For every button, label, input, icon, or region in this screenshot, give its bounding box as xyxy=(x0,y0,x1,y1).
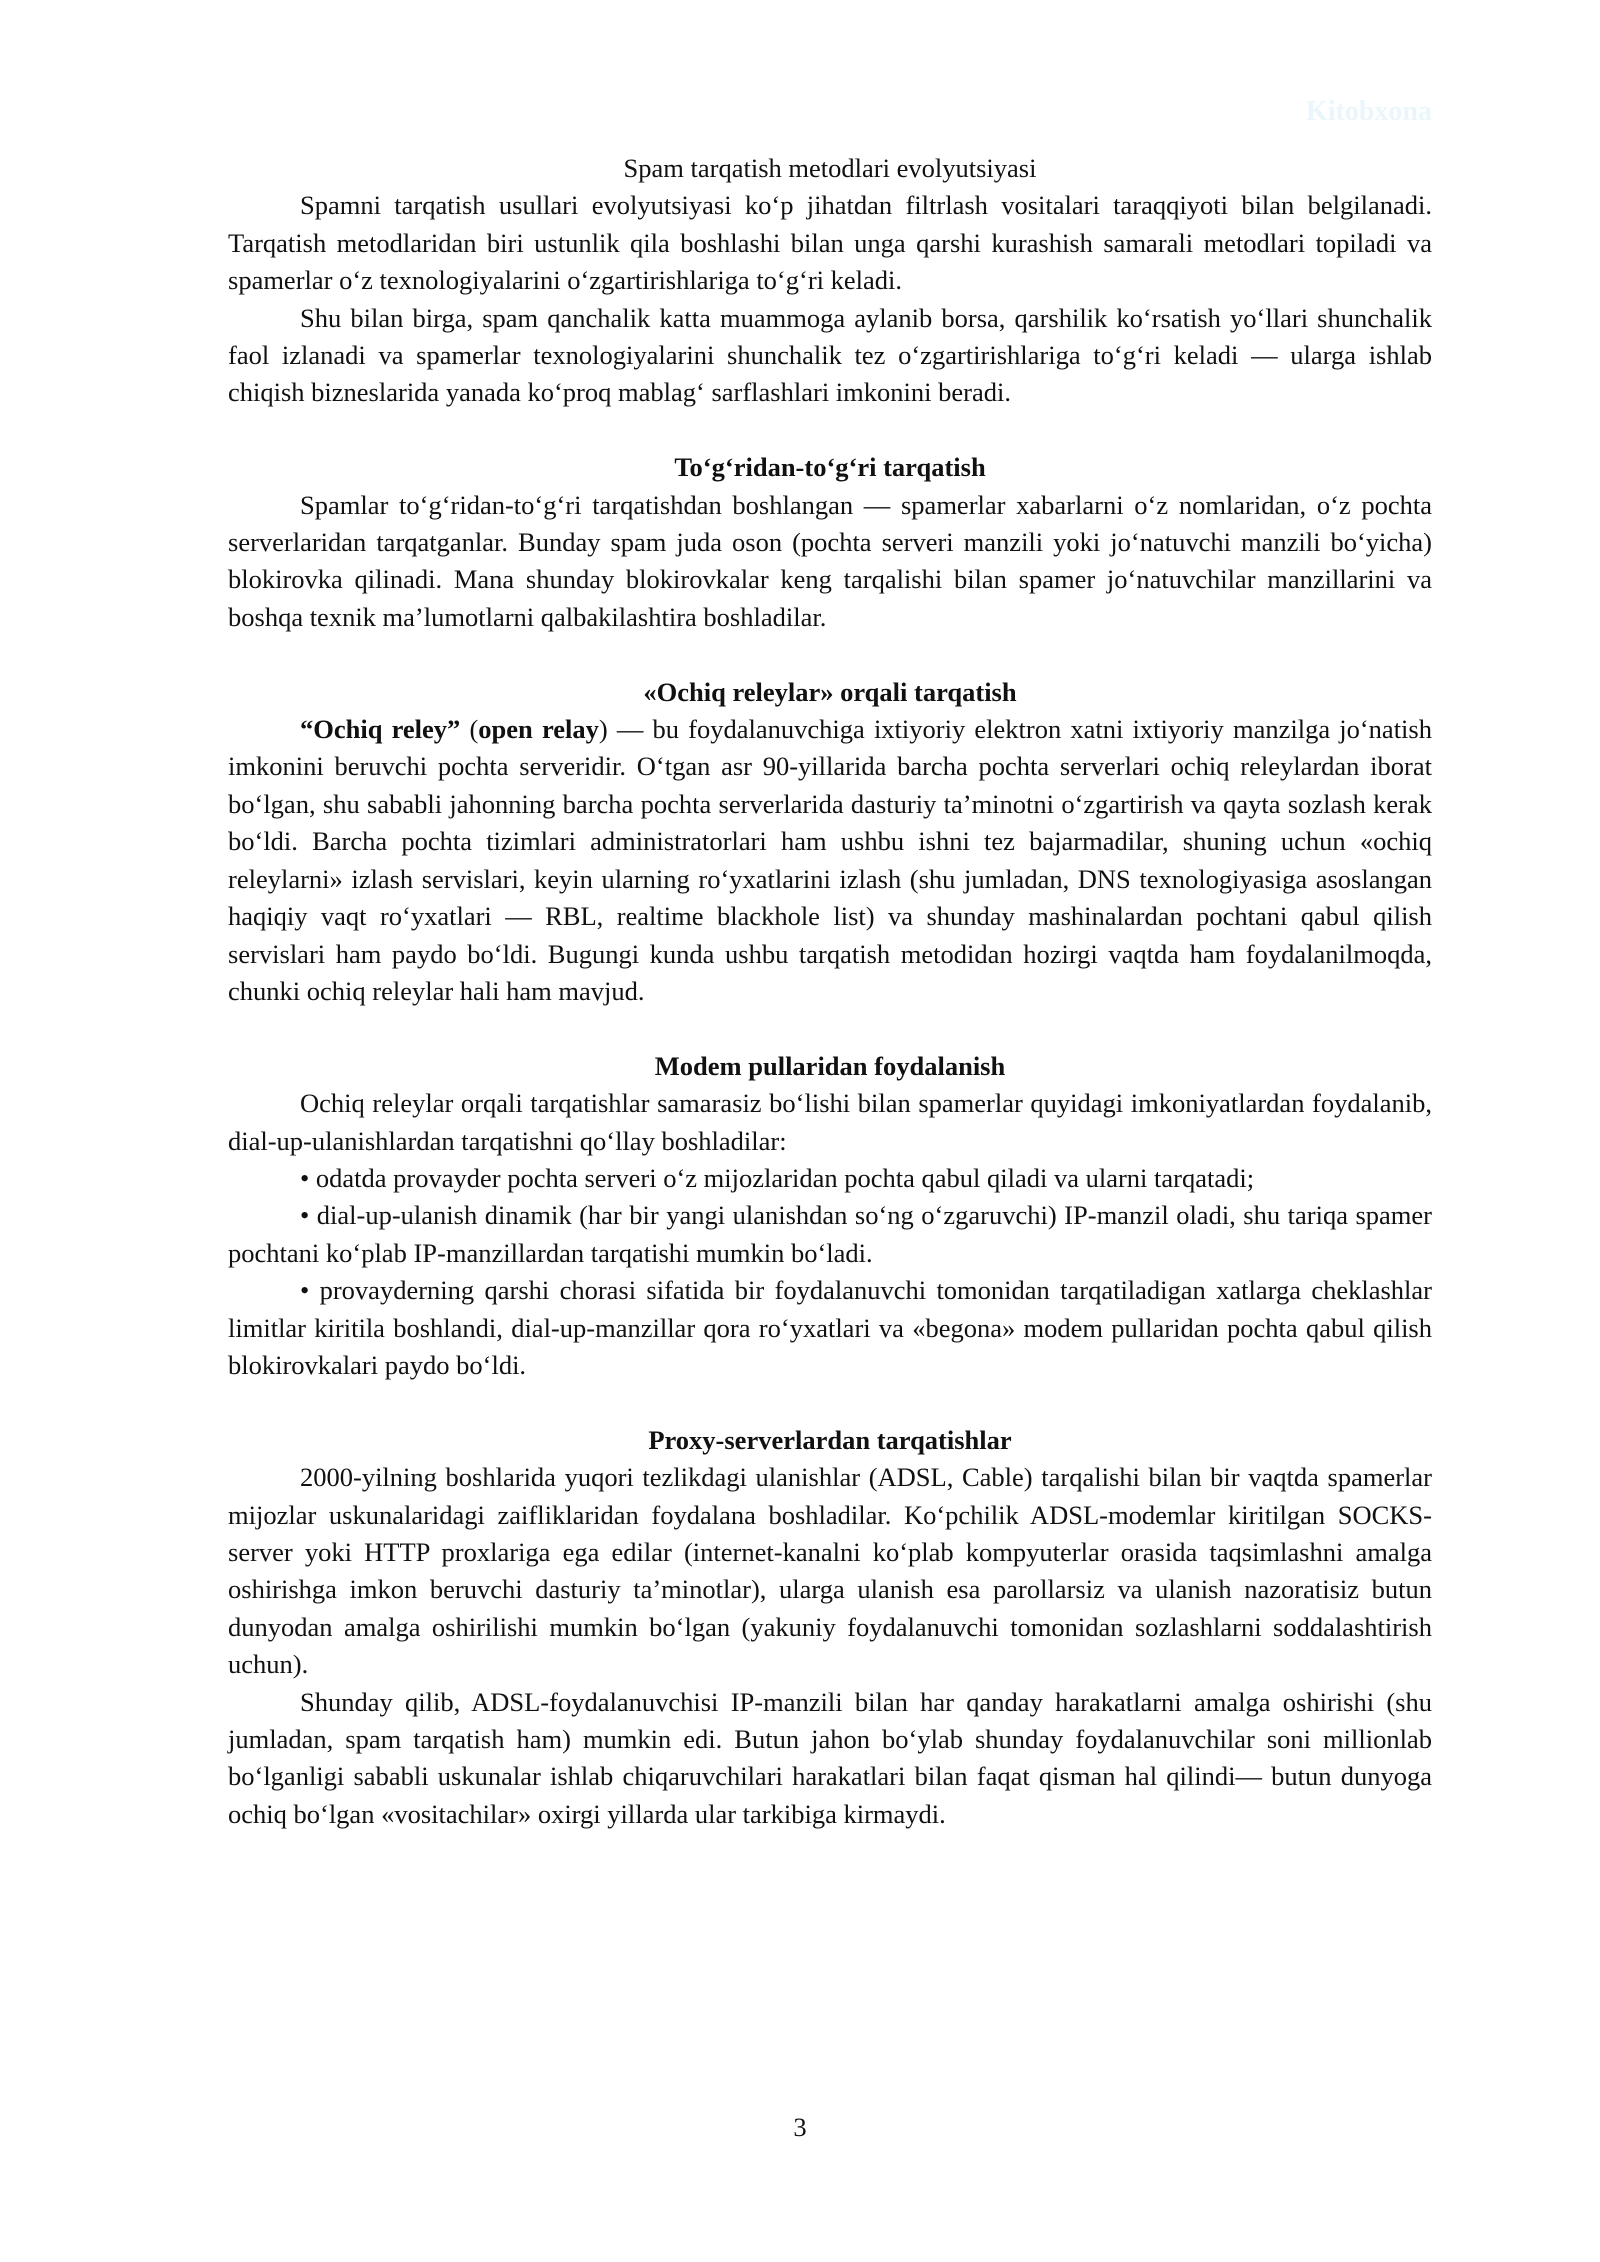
section-modem-bullet-1: • odatda provayder pochta serveri o‘z mijozlaridan pochta qabul qiladi va ularni tarqatadi; xyxy=(300,1162,1255,1193)
section-heading-direct: To‘g‘ridan-to‘g‘ri tarqatish xyxy=(674,452,986,483)
document-title: Spam tarqatish metodlari evolyutsiyasi xyxy=(623,153,1037,183)
open-relay-paren: ( xyxy=(460,714,479,745)
section-proxy-paragraph-1: 2000-yilning boshlarida yuqori tezlikdagi ulanishlar (ADSL, Cable) tarqalishi bilan bir vaqtda spamerlar mijozlar uskunalaridagi zaifliklaridan foydalana boshladilar. Ko‘pchilik ADSL-modemlar kiritilgan SOCKS-server yoki HTTP proxlariga ega edilar (internet-kanalni ko‘plab kompyuterlar orasida taqsimlashni amalga oshirishga imkon beruvchi dasturiy ta’minotlar), ularga ulanish esa parollarsiz va ulanish nazoratisiz butun dunyodan amalga oshirilishi mumkin bo‘lgan (yakuniy foydalanuvchi tomonidan sozlashlarni soddalashtirish uchun). xyxy=(228,1462,1432,1680)
section-heading-open-relays: «Ochiq releylar» orqali tarqatish xyxy=(643,676,1017,707)
section-modem-bullet-2: • dial-up-ulanish dinamik (har bir yangi ulanishdan so‘ng o‘zgaruvchi) IP-manzil oladi, shu tariqa spamer pochtani ko‘plab IP-manzillardan tarqatishi mumkin bo‘ladi. xyxy=(228,1200,1432,1268)
open-relay-term: “Ochiq reley” xyxy=(300,714,461,745)
section-proxy-paragraph-2: Shunday qilib, ADSL-foydalanuvchisi IP-manzili bilan har qanday harakatlarni amalga oshirishi (shu jumladan, spam tarqatish ham) mumkin edi. Butun jahon bo‘ylab shunday foydalanuvchilar soni millionlab bo‘lganligi sababli uskunalar ishlab chiqaruvchilari harakatlari bilan faqat qisman hal qilindi— butun dunyoga ochiq bo‘lgan «vositachilar» oxirgi yillarda ular tarkibiga kirmaydi. xyxy=(228,1686,1432,1829)
section-heading-proxy: Proxy-serverlardan tarqatishlar xyxy=(648,1424,1012,1455)
intro-paragraph-1: Spamni tarqatish usullari evolyutsiyasi ko‘p jihatdan filtrlash vositalari taraqqiyoti bilan belgilanadi. Tarqatish metodlaridan biri ustunlik qila boshlashi bilan unga qarshi kurashish samarali metodlari topiladi va spamerlar o‘z texnologiyalarini o‘zgartirishlariga to‘g‘ri keladi. xyxy=(228,190,1432,296)
open-relay-definition: ) — bu foydalanuvchiga ixtiyoriy elektron xatni ixtiyoriy manzilga jo‘natish imkonini beruvchi pochta serveridir. O‘tgan asr 90-yillarida barcha pochta serverlari ochiq releylardan iborat bo‘lgan, shu sababli jahonning barcha pochta serverlarida dasturiy ta’minotni o‘zgartirish va qayta sozlash kerak bo‘ldi. Barcha pochta tizimlari administratorlari ham ushbu ishni tez bajarmadilar, shuning uchun «ochiq releylarni» izlash servislari, keyin ularning ro‘yxatlarini izlash (shu jumladan, DNS texnologiyasiga asoslangan haqiqiy vaqt ro‘yxatlari — RBL, realtime blackhole list) va shunday mashinalardan pochtani qabul qilish servislari ham paydo bo‘ldi. Bugungi kunda ushbu tarqatish metodidan hozirgi vaqtda ham foydalanilmoqda, chunki ochiq releylar hali ham mavjud. xyxy=(228,714,1432,1006)
document-page xyxy=(228,150,1432,1833)
open-relay-english-term: open relay xyxy=(478,714,599,745)
section-direct-paragraph-1: Spamlar to‘g‘ridan-to‘g‘ri tarqatishdan boshlangan — spamerlar xabarlarni o‘z nomlaridan, o‘z pochta serverlaridan tarqatganlar. Bunday spam juda oson (pochta serveri manzili yoki jo‘natuvchi manzili bo‘yicha) blokirovka qilinadi. Mana shunday blokirovkalar keng tarqalishi bilan spamer jo‘natuvchilar manzillarini va boshqa texnik ma’lumotlarni qalbakilashtira boshladilar. xyxy=(228,489,1432,632)
intro-paragraph-2: Shu bilan birga, spam qanchalik katta muammoga aylanib borsa, qarshilik ko‘rsatish yo‘llari shunchalik faol izlanadi va spamerlar texnologiyalarini shunchalik tez o‘zgartirishlariga to‘g‘ri keladi — ularga ishlab chiqish bizneslarida yanada ko‘proq mablag‘ sarflashlari imkonini beradi. xyxy=(228,302,1432,408)
page-number: 3 xyxy=(793,2112,807,2142)
section-modem-paragraph-1: Ochiq releylar orqali tarqatishlar samarasiz bo‘lishi bilan spamerlar quyidagi imkoniyatlardan foydalanib, dial-up-ulanishlardan tarqatishni qo‘llay boshladilar: xyxy=(228,1088,1432,1156)
section-open-relays-paragraph-1 xyxy=(228,711,1432,1010)
section-heading-modem-pools: Modem pullaridan foydalanish xyxy=(654,1050,1006,1081)
watermark-text: Kitobxona xyxy=(1305,96,1432,127)
section-modem-bullet-3: • provayderning qarshi chorasi sifatida bir foydalanuvchi tomonidan tarqatiladigan xatlarga cheklashlar limitlar kiritila boshlandi, dial-up-manzillar qora ro‘yxatlari va «begona» modem pullaridan pochta qabul qilish blokirovkalari paydo bo‘ldi. xyxy=(228,1275,1432,1380)
